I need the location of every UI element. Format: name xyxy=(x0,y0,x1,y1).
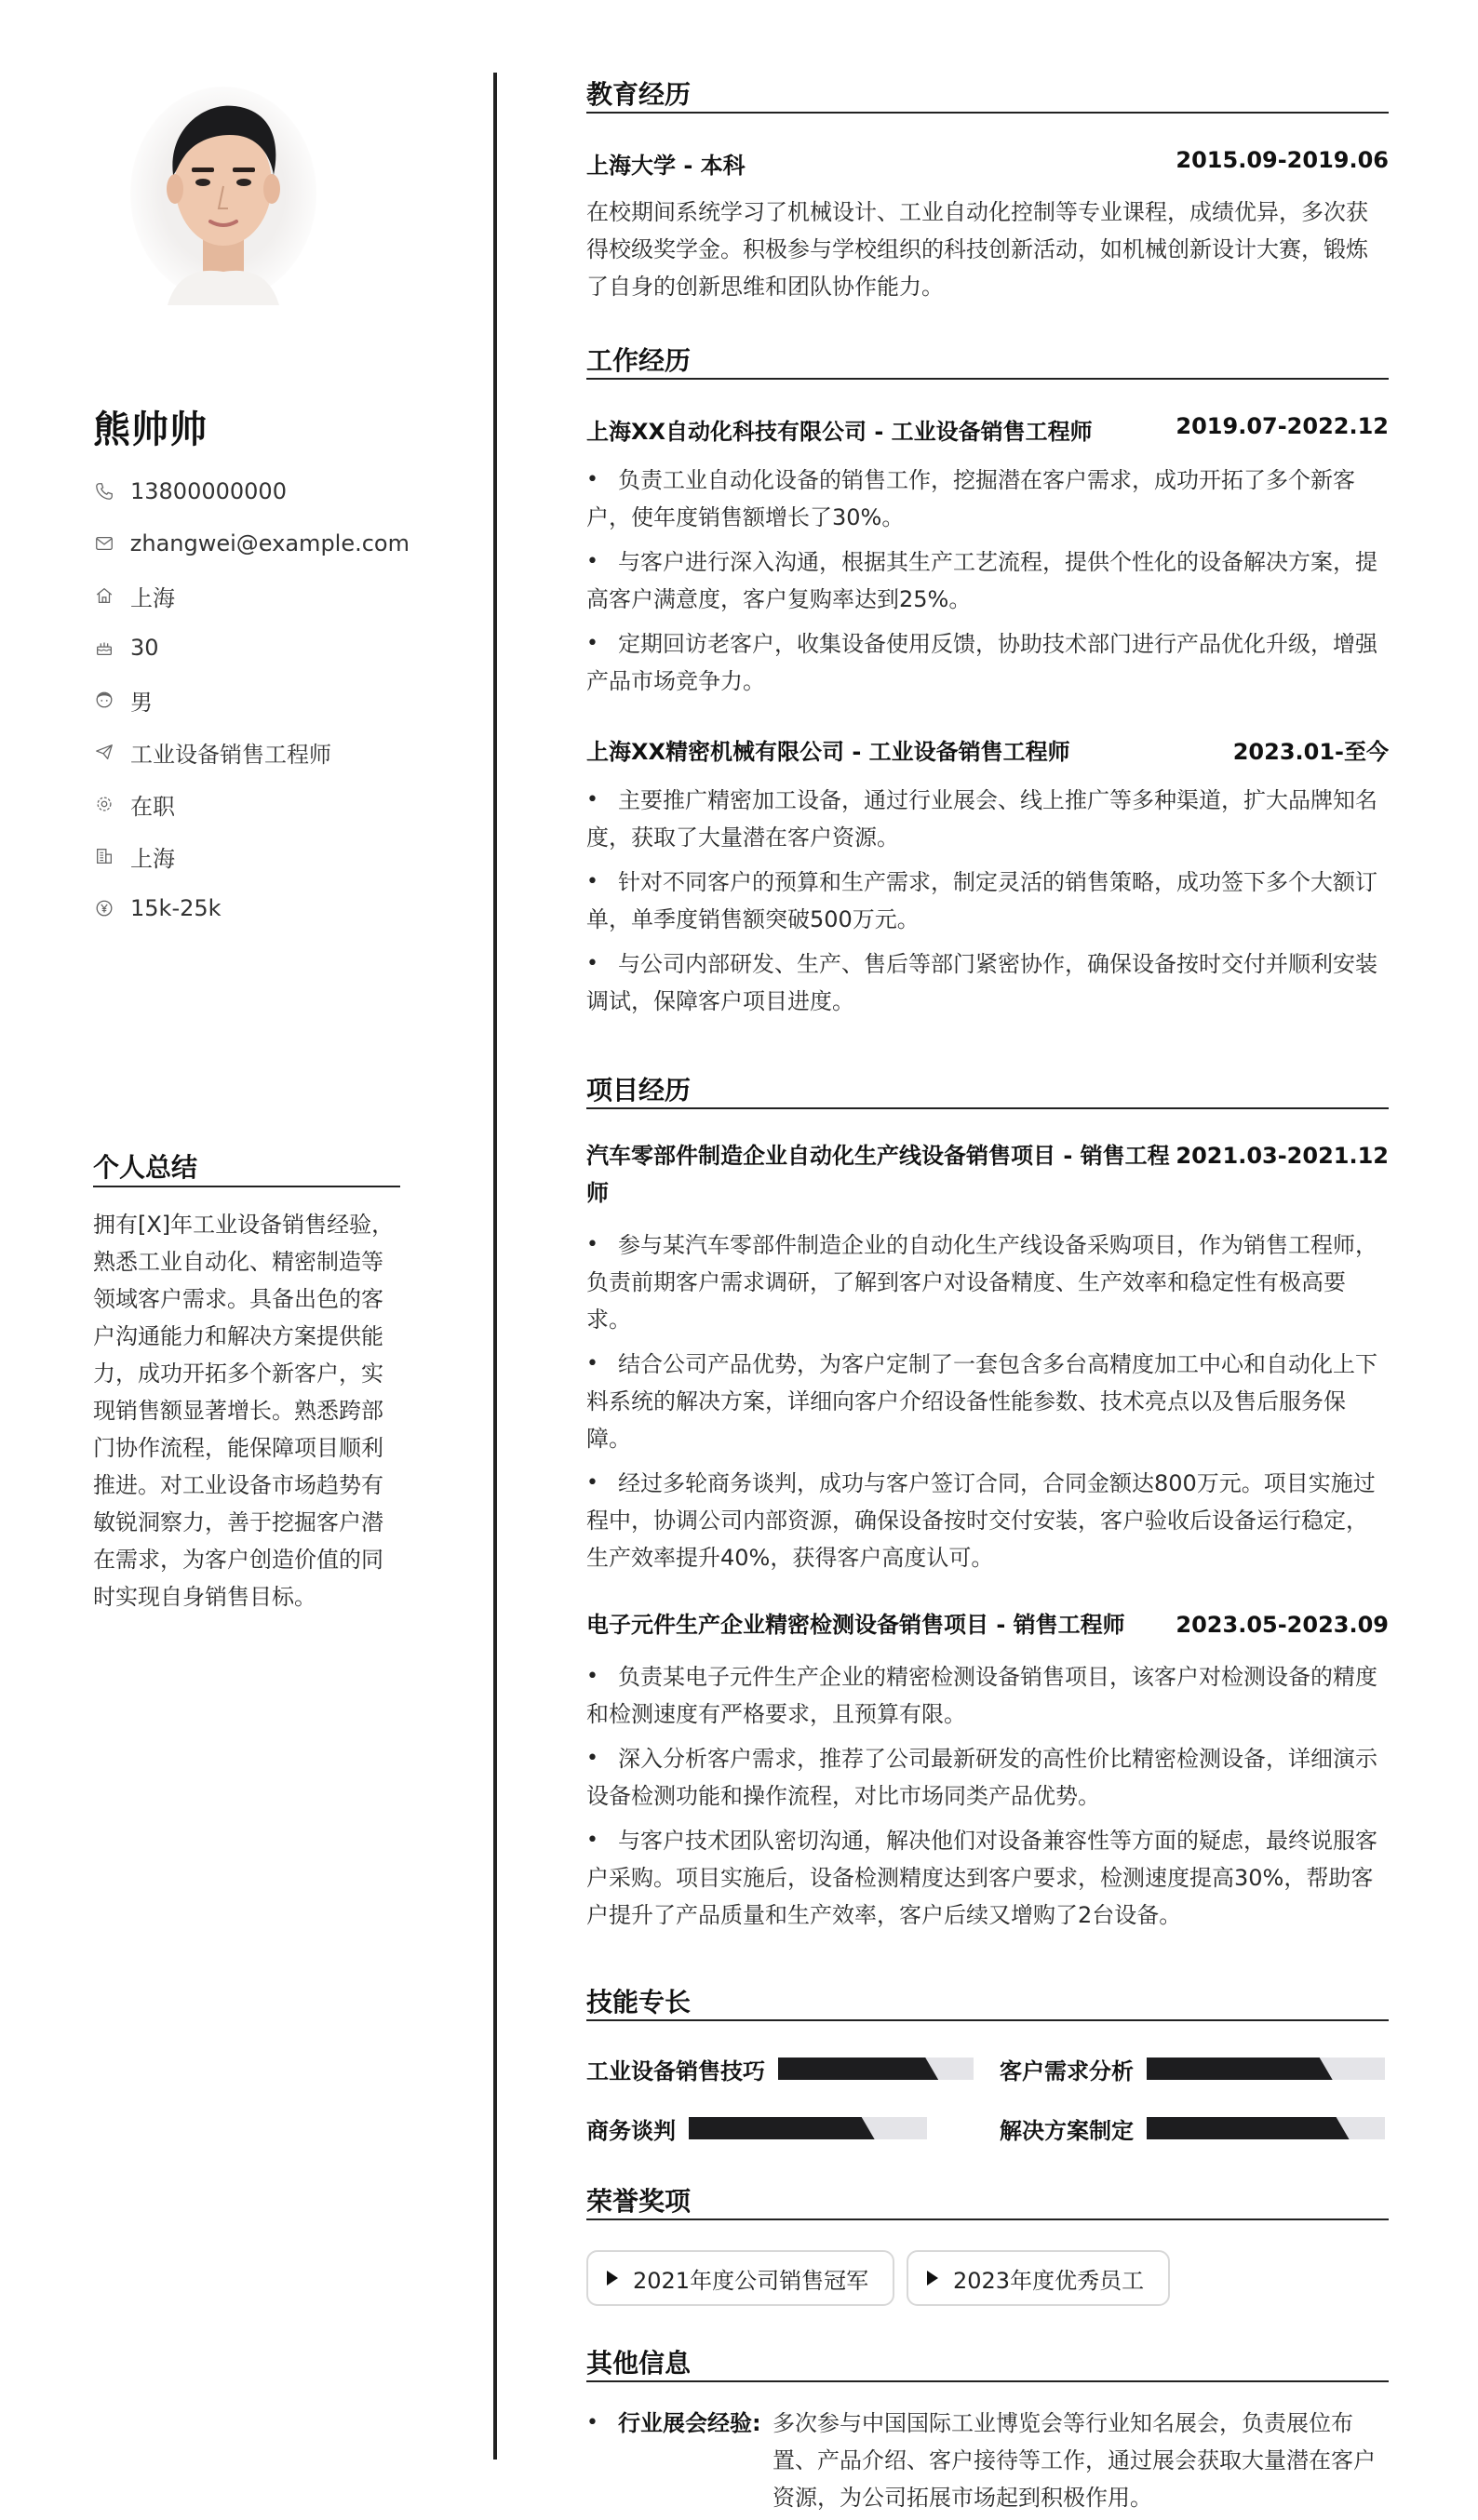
cake-icon xyxy=(93,637,115,659)
skill-item xyxy=(586,2114,927,2142)
home-icon xyxy=(93,584,115,607)
contact-email: zhangwei@example.com xyxy=(129,530,410,556)
skill-label: 工业设备销售技巧 xyxy=(586,2058,765,2084)
list-item: • 针对不同客户的预算和生产需求，制定灵活的销售策略，成功签下多个大额订单，单季度销售额突破500万元。 xyxy=(586,864,1389,938)
summary-divider xyxy=(93,1186,400,1187)
other-value: 多次参与中国国际工业博览会等行业知名展会，负责展位布置、产品介绍、客户接待等工作，通过展会获取大量潜在客户资源，为公司拓展市场起到积极作用。 xyxy=(773,2410,1376,2511)
contact-item-salary xyxy=(93,890,410,927)
list-item: • 参与某汽车零部件制造企业的自动化生产线设备采购项目，作为销售工程师，负责前期客户需求调研，了解到客户对设备精度、生产效率和稳定性有极高要求。 xyxy=(586,1226,1389,1338)
contact-city: 上海 xyxy=(130,584,175,611)
project-head xyxy=(586,1137,1389,1212)
award-label: 2023年度优秀员工 xyxy=(953,2267,1145,2294)
projects-title: 项目经历 xyxy=(586,1075,692,1106)
summary-text: 拥有[X]年工业设备销售经验，熟悉工业自动化、精密制造等领域客户需求。具备出色的客户沟通能力和解决方案提供能力，成功开拓多个新客户，实现销售额显著增长。熟悉跨部门协作流程，能保障项目顺利推进。对工业设备市场趋势有敏锐洞察力，善于挖掘客户潜在需求，为客户创造价值的同时实现自身销售目标。 xyxy=(93,1212,395,1610)
skill-item xyxy=(1000,2114,1385,2142)
awards-divider xyxy=(586,2218,1389,2220)
skill-label: 客户需求分析 xyxy=(1000,2058,1134,2084)
status-icon xyxy=(93,793,115,815)
project-bullets xyxy=(586,1658,1389,1941)
contact-item-age xyxy=(93,629,410,666)
skill-item xyxy=(586,2055,974,2083)
list-item: • 与客户进行深入沟通，根据其生产工艺流程，提供个性化的设备解决方案，提高客户满意度，客户复购率达到25%。 xyxy=(586,543,1389,618)
skill-label: 解决方案制定 xyxy=(1000,2117,1134,2144)
education-date: 2015.09-2019.06 xyxy=(1176,147,1389,173)
project-title: 电子元件生产企业精密检测设备销售项目 - 销售工程师 xyxy=(586,1612,1125,1638)
contact-item-position xyxy=(93,733,410,771)
skill-bar xyxy=(778,2058,974,2080)
contact-item-city xyxy=(93,577,410,614)
job-head xyxy=(586,733,1389,766)
education-head xyxy=(586,147,1389,180)
list-item: • 负责某电子元件生产企业的精密检测设备销售项目，该客户对检测设备的精度和检测速度有严格要求，且预算有限。 xyxy=(586,1658,1389,1733)
phone-icon xyxy=(93,480,115,503)
list-item: • 负责工业自动化设备的销售工作，挖掘潜在客户需求，成功开拓了多个新客户，使年度销售额增长了30%。 xyxy=(586,462,1389,536)
avatar xyxy=(130,82,316,305)
other-title: 其他信息 xyxy=(586,2348,692,2379)
contact-salary: 15k-25k xyxy=(130,895,222,921)
play-icon xyxy=(607,2271,618,2285)
skill-label: 商务谈判 xyxy=(586,2117,676,2144)
job-date: 2023.01-至今 xyxy=(1232,739,1389,765)
contact-item-status xyxy=(93,785,410,823)
building-icon xyxy=(93,845,115,867)
list-item: • 定期回访老客户，收集设备使用反馈，协助技术部门进行产品优化升级，增强产品市场竞争力。 xyxy=(586,625,1389,700)
job-date: 2019.07-2022.12 xyxy=(1176,413,1389,439)
list-item: • 主要推广精密加工设备，通过行业展会、线上推广等多种渠道，扩大品牌知名度，获取了大量潜在客户资源。 xyxy=(586,782,1389,856)
skill-bar xyxy=(1147,2058,1385,2080)
bullet-dot: • xyxy=(586,2411,598,2434)
contact-item-work-city xyxy=(93,838,410,875)
other-divider xyxy=(586,2380,1389,2382)
project-title: 汽车零部件制造企业自动化生产线设备销售项目 - 销售工程师 xyxy=(586,1143,1170,1206)
contact-age: 30 xyxy=(130,635,159,661)
skills-title: 技能专长 xyxy=(586,1987,692,2017)
profile-name: 熊帅帅 xyxy=(93,409,208,451)
job-bullets xyxy=(586,782,1389,1027)
contact-phone: 13800000000 xyxy=(130,478,287,504)
yen-icon xyxy=(93,897,115,919)
list-item: • 与公司内部研发、生产、售后等部门紧密协作，确保设备按时交付并顺利安装调试，保障客户项目进度。 xyxy=(586,945,1389,1020)
column-divider xyxy=(493,73,497,2460)
contact-gender: 男 xyxy=(130,689,153,716)
summary-title: 个人总结 xyxy=(93,1152,198,1183)
contact-position: 工业设备销售工程师 xyxy=(130,741,331,768)
education-divider xyxy=(586,112,1389,114)
skill-fill xyxy=(1147,2117,1350,2139)
contact-item-phone xyxy=(93,473,410,510)
work-divider xyxy=(586,378,1389,380)
contact-item-email xyxy=(93,525,410,562)
skill-item xyxy=(1000,2055,1385,2083)
skill-fill xyxy=(689,2117,875,2139)
mail-icon xyxy=(93,532,115,555)
award-badge xyxy=(907,2250,1170,2306)
skills-divider xyxy=(586,2019,1389,2021)
education-school: 上海大学 - 本科 xyxy=(586,153,746,179)
skill-fill xyxy=(778,2058,938,2080)
project-bullets xyxy=(586,1226,1389,1584)
contact-work-city: 上海 xyxy=(130,845,175,872)
job-bullets xyxy=(586,462,1389,707)
awards-title: 荣誉奖项 xyxy=(586,2186,692,2217)
list-item: • 经过多轮商务谈判，成功与客户签订合同，合同金额达800万元。项目实施过程中，协调公司内部资源，确保设备按时交付安装，客户验收后设备运行稳定，生产效率提升40%，获得客户高度认可。 xyxy=(586,1465,1389,1576)
skill-fill xyxy=(1147,2058,1333,2080)
project-head xyxy=(586,1606,1389,1643)
award-label: 2021年度公司销售冠军 xyxy=(633,2267,869,2294)
project-date: 2023.05-2023.09 xyxy=(1176,1612,1389,1638)
other-key: 行业展会经验: xyxy=(618,2410,761,2436)
job-title: 上海XX自动化科技有限公司 - 工业设备销售工程师 xyxy=(586,419,1093,445)
project-date: 2021.03-2021.12 xyxy=(1176,1143,1389,1169)
list-item: • 与客户技术团队密切沟通，解决他们对设备兼容性等方面的疑虑，最终说服客户采购。项目实施后，设备检测精度达到客户要求，检测速度提高30%，帮助客户提升了产品质量和生产效率，客户后续又增购了2台设备。 xyxy=(586,1822,1389,1934)
projects-divider xyxy=(586,1107,1389,1109)
skill-bar xyxy=(1147,2117,1385,2139)
list-item: • 结合公司产品优势，为客户定制了一套包含多台高精度加工中心和自动化上下料系统的解决方案，详细向客户介绍设备性能参数、技术亮点以及售后服务保障。 xyxy=(586,1346,1389,1457)
contact-item-gender xyxy=(93,681,410,718)
job-head xyxy=(586,413,1389,446)
send-icon xyxy=(93,741,115,763)
education-desc: 在校期间系统学习了机械设计、工业自动化控制等专业课程，成绩优异，多次获得校级奖学金。积极参与学校组织的科技创新活动，如机械创新设计大赛，锻炼了自身的创新思维和团队协作能力。 xyxy=(586,199,1368,300)
award-badge xyxy=(586,2250,894,2306)
list-item: • 深入分析客户需求，推荐了公司最新研发的高性价比精密检测设备，详细演示设备检测功能和操作流程，对比市场同类产品优势。 xyxy=(586,1740,1389,1815)
job-title: 上海XX精密机械有限公司 - 工业设备销售工程师 xyxy=(586,739,1070,765)
education-title: 教育经历 xyxy=(586,79,692,110)
contact-status: 在职 xyxy=(130,793,175,820)
gender-icon xyxy=(93,689,115,711)
skill-bar xyxy=(689,2117,927,2139)
work-title: 工作经历 xyxy=(586,345,692,376)
play-icon xyxy=(927,2271,938,2285)
